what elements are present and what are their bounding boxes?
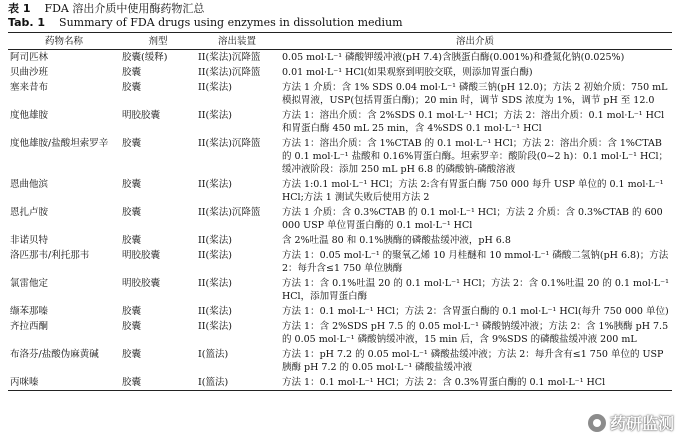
cell-drug: 度他雄胺/盐酸坦索罗辛 (10, 138, 109, 149)
cell-medium: 方法 1：含 0.1%吐温 20 的 0.1 mol·L⁻¹ HCl；方法 2：含 0.1%吐温 20 的 0.1 mol·L⁻¹ HCl，添加胃蛋白酶 (282, 278, 669, 302)
cell-form: 胶囊 (122, 321, 142, 332)
cell-medium: 方法 1：溶出介质：含 1%CTAB 的 0.1 mol·L⁻¹ HCl；方法 2：溶出介质：含 1%CTAB 的 0.1 mol·L⁻¹ 盐酸和 0.16%胃蛋白酶。坦索罗辛：酸阶段(0~2 h)：0.1 mol·L⁻¹ HCl；缓冲液阶段：添加 250 mL pH 6.8 的磷酸钠-磷酸溶液 (282, 138, 669, 175)
table-row (8, 136, 672, 177)
cell-drug: 洛匹那韦/利托那韦 (10, 250, 90, 261)
cell-apparatus: II(桨法)沉降篮 (198, 207, 261, 218)
cell-form: 胶囊 (122, 377, 142, 388)
wechat-logo-icon (588, 414, 606, 432)
caption-cn (8, 2, 204, 15)
cell-medium: 0.01 mol·L⁻¹ HCl(如果观察到明胶交联，则添加胃蛋白酶) (282, 67, 533, 78)
cell-drug: 贝曲沙班 (10, 67, 49, 78)
cell-form: 胶囊 (122, 138, 142, 149)
table-row (8, 233, 672, 248)
cell-form: 明胶胶囊 (122, 278, 161, 289)
cell-drug: 恩扎卢胺 (10, 207, 49, 218)
cell-medium: 方法 1：含 2%SDS pH 7.5 的 0.05 mol·L⁻¹ 磷酸钠缓冲液；方法 2：含 1%胰酶 pH 7.5 的 0.05 mol·L⁻¹ 磷酸钠缓冲液，15 min 后，含 9%SDS 的磷酸盐缓冲液 200 mL (282, 321, 669, 345)
caption-cn-label: 表 1 (8, 2, 31, 15)
cell-apparatus: II(桨法)沉降篮 (198, 138, 261, 149)
cell-drug: 氯雷他定 (10, 278, 49, 289)
table-row (8, 375, 672, 391)
cell-medium: 方法 1：pH 7.2 的 0.05 mol·L⁻¹ 磷酸盐缓冲液；方法 2：每升含有≤1 750 单位的 USP 胰酶 pH 7.2 的 0.05 mol·L⁻¹ 磷酸盐缓冲液 (282, 349, 664, 373)
header-apparatus: 溶出装置 (217, 35, 256, 47)
cell-drug: 缬苯那嗪 (10, 306, 49, 317)
header-medium: 溶出介质 (455, 35, 494, 47)
cell-medium: 方法 1：0.05 mol·L⁻¹ 的聚氧乙烯 10 月桂醚和 10 mmol·L⁻¹ 磷酸二氢钠(pH 6.8)；方法 2：每升含≤1 750 单位胰酶 (282, 250, 669, 274)
table-row (8, 80, 672, 108)
table-row (8, 65, 672, 80)
cell-form: 胶囊(缓释) (122, 52, 168, 63)
cell-form: 胶囊 (122, 67, 142, 78)
table-row (8, 108, 672, 136)
watermark-text: 药研监测 (609, 414, 674, 433)
cell-drug: 非诺贝特 (10, 235, 49, 246)
cell-medium: 方法 1：溶出介质：含 2%SDS 0.1 mol·L⁻¹ HCl；方法 2：溶出介质：0.1 mol·L⁻¹ HCl 和胃蛋白酶 450 mL 25 min，含 4%SDS 0.1 mol·L⁻¹ HCl (282, 110, 665, 134)
cell-medium: 方法 1:0.1 mol·L⁻¹ HCl；方法 2:含有胃蛋白酶 750 000 每升 USP 单位的 0.1 mol·L⁻¹ HCl;方法 1 测试失败后使用方法 2 (282, 179, 664, 203)
table-row (8, 50, 672, 66)
cell-form: 明胶胶囊 (122, 250, 161, 261)
watermark (588, 411, 674, 434)
cell-apparatus: II(桨法) (198, 321, 232, 332)
table-row (8, 248, 672, 276)
cell-apparatus: II(桨法) (198, 250, 232, 261)
cell-form: 胶囊 (122, 235, 142, 246)
cell-apparatus: II(桨法) (198, 82, 232, 93)
caption-en (8, 16, 403, 29)
cell-apparatus: II(桨法) (198, 278, 232, 289)
cell-medium: 方法 1：0.1 mol·L⁻¹ HCl；方法 2：含胃蛋白酶的 0.1 mol·L⁻¹ HCl(每升 750 000 单位) (282, 306, 669, 317)
caption-en-label: Tab. 1 (8, 16, 46, 29)
cell-medium: 方法 1：0.1 mol·L⁻¹ HCl；方法 2：含 0.3%胃蛋白酶的 0.1 mol·L⁻¹ HCl (282, 377, 606, 388)
cell-apparatus: I(篮法) (198, 349, 229, 360)
cell-apparatus: I(篮法) (198, 377, 229, 388)
cell-drug: 阿司匹林 (10, 52, 49, 63)
enzyme-drug-table (8, 32, 672, 391)
table-header-row (8, 33, 672, 50)
cell-medium: 含 2%吐温 80 和 0.1%胰酶的磷酸盐缓冲液，pH 6.8 (282, 235, 511, 246)
cell-apparatus: II(桨法) (198, 110, 232, 121)
header-form: 剂型 (148, 35, 168, 47)
cell-apparatus: II(桨法) (198, 235, 232, 246)
cell-drug: 恩曲他滨 (10, 179, 49, 190)
header-drug: 药物名称 (44, 35, 83, 47)
table-row (8, 177, 672, 205)
cell-medium: 方法 1 介质：含 0.3%CTAB 的 0.1 mol·L⁻¹ HCl；方法 2 介质：含 0.3%CTAB 的 600 000 USP 单位胃蛋白酶的 0.1 mol·L⁻¹ HCl (282, 207, 663, 231)
cell-medium: 0.05 mol·L⁻¹ 磷酸钾缓冲液(pH 7.4)含胰蛋白酶(0.001%)和叠氮化钠(0.025%) (282, 52, 625, 63)
cell-form: 胶囊 (122, 179, 142, 190)
cell-apparatus: II(桨法)沉降篮 (198, 67, 261, 78)
cell-apparatus: II(桨法) (198, 306, 232, 317)
caption-en-title: Summary of FDA drugs using enzymes in dissolution medium (59, 16, 403, 29)
cell-form: 胶囊 (122, 349, 142, 360)
cell-form: 明胶胶囊 (122, 110, 161, 121)
cell-drug: 齐拉西酮 (10, 321, 49, 332)
cell-apparatus: II(桨法) (198, 179, 232, 190)
cell-drug: 度他雄胺 (10, 110, 49, 121)
cell-drug: 布洛芬/盐酸伪麻黄碱 (10, 349, 99, 360)
cell-form: 胶囊 (122, 82, 142, 93)
table-row (8, 347, 672, 375)
cell-drug: 丙咪嗪 (10, 377, 39, 388)
caption-cn-title: FDA 溶出介质中使用酶药物汇总 (44, 2, 205, 15)
cell-apparatus: II(桨法)沉降篮 (198, 52, 261, 63)
table-row (8, 205, 672, 233)
cell-drug: 塞来昔布 (10, 82, 49, 93)
cell-form: 胶囊 (122, 207, 142, 218)
cell-medium: 方法 1 介质：含 1% SDS 0.04 mol·L⁻¹ 磷酸三钠(pH 12.0)；方法 2 初始介质：750 mL 模拟胃液，USP(包括胃蛋白酶)；20 min 时，调节 SDS 浓度为 1%，调节 pH 至 12.0 (282, 82, 668, 106)
table-row (8, 304, 672, 319)
table-row (8, 319, 672, 347)
table-row (8, 276, 672, 304)
cell-form: 胶囊 (122, 306, 142, 317)
